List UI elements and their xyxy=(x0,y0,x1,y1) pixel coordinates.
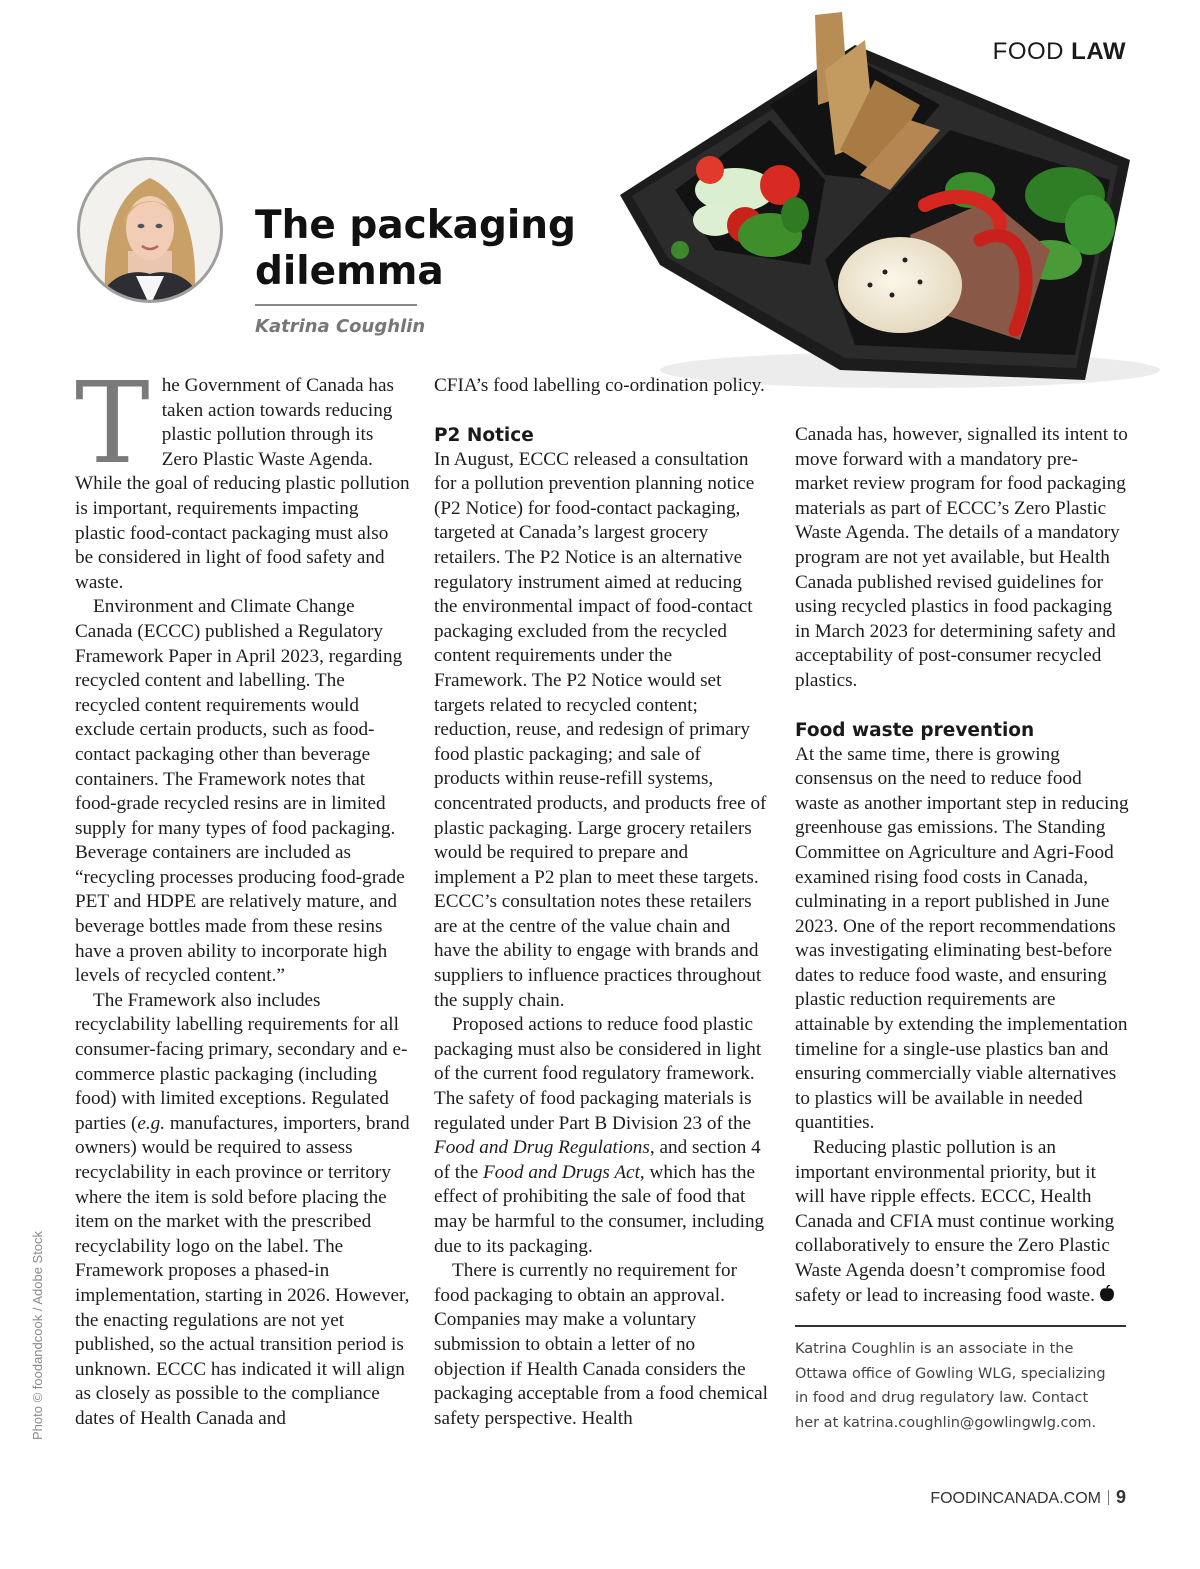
body-paragraph: In August, ECCC released a consultation for a pollution prevention planning notice (P2 Notice) for food-contact packaging, targeted at Canada’s largest grocery retailers. The P2 Notice is an alternative regulatory instrument aimed at reducing the environmental impact of food-contact packaging excluded from the recycled content requirements under the Framework. The P2 Notice would set targets related to recycled content; reduction, reuse, and redesign of primary food plastic packaging; and sale of products within reuse-refill systems, concentrated products, and products free of plastic packaging. Large grocery retailers would be required to prepare and implement a P2 plan to meet these targets. ECCC’s consultation notes these retailers are at the centre of the value chain and have the ability to engage with brands and suppliers to influence practices throughout the supply chain. xyxy=(434,448,767,1011)
author-headshot xyxy=(76,156,224,304)
article-title: The packaging dilemma xyxy=(255,203,576,294)
page-number: 9 xyxy=(1115,1487,1126,1507)
body-paragraph: There is currently no requirement for food packaging to obtain an approval. Companies may make a voluntary submission to obtain a letter of no objection if Health Canada considers the packaging acceptable from a food chemical safety perspective. Health xyxy=(434,1260,769,1429)
photo-credit: Photo © foodandcook / Adobe Stock xyxy=(30,1230,45,1440)
author-bio: Katrina Coughlin is an associate in the Ottawa office of Gowling WLG, specializing in food and drug regulatory law. Contact her at katrina.coughlin@gowlingwlg.com. xyxy=(795,1341,1106,1431)
apple-icon xyxy=(1099,1285,1115,1303)
section-label: FOOD LAW xyxy=(992,38,1126,65)
subheading-p2-notice: P2 Notice xyxy=(434,424,534,446)
meal-tray-photo xyxy=(620,10,1165,395)
author-byline: Katrina Coughlin xyxy=(255,316,426,337)
body-paragraph: The Framework also includes recyclability labelling requirements for all consumer-facing primary, secondary and e-commerce plastic packaging (including food) with limited exceptions. Regulated parties (e.g. manufactures, importers, brand owners) would be required to assess recyclability in each province or territory where the item is sold before placing the item on the market with the prescribed recyclability logo on the label. The Framework proposes a phased-in implementation, starting in 2026. However, the enacting regulations are not yet published, so the actual transition period is unknown. ECCC has indicated it will align as closely as possible to the compliance dates of Health Canada and xyxy=(75,989,410,1429)
body-paragraph: Proposed actions to reduce food plastic packaging must also be considered in light of the current food regulatory framework. The safety of food packaging materials is regulated under Part B Division 23 of the Food and Drug Regulations, and section 4 of the Food and Drugs Act, which has the effect of prohibiting the sale of food that may be harmful to the consumer, including due to its packaging. xyxy=(434,1014,765,1257)
body-paragraph: Reducing plastic pollution is an important environmental priority, but it will have ripple effects. ECCC, Health Canada and CFIA must continue working collaboratively to ensure the Zero Plastic Waste Agenda doesn’t compromise food safety or lead to increasing food waste. xyxy=(795,1137,1115,1306)
footer-separator xyxy=(1108,1490,1109,1505)
body-paragraph: CFIA’s food labelling co-ordination policy. xyxy=(434,375,765,396)
drop-cap: T xyxy=(75,359,150,489)
intro-paragraph: The Government of Canada has taken action towards reducing plastic pollution through its Zero Plastic Waste Agenda. While the goal of reducing plastic pollution is important, requirements impacting plastic food-contact packaging must also be considered in light of food safety and waste. xyxy=(75,359,410,593)
body-paragraph: Canada has, however, signalled its intent to move forward with a mandatory pre-market review program for food packaging materials as part of ECCC’s Zero Plastic Waste Agenda. The details of a mandatory program are not yet available, but Health Canada published revised guidelines for using recycled plastics in food packaging in March 2023 for determining safety and acceptability of post-consumer recycled plastics. xyxy=(795,424,1128,691)
article-column-3 xyxy=(795,423,1130,1308)
body-paragraph: Environment and Climate Change Canada (ECCC) published a Regulatory Framework Paper in April 2023, regarding recycled content and labelling. The recycled content requirements would exclude certain products, such as food-contact packaging other than beverage containers. The Framework notes that food-grade recycled resins are in limited supply for many types of food packaging. Beverage containers are included as “recycling processes producing food-grade PET and HDPE are relatively mature, and beverage bottles made from these resins have a proven ability to incorporate high levels of recycled content.” xyxy=(75,596,405,987)
title-divider xyxy=(255,304,417,306)
body-paragraph: At the same time, there is growing consensus on the need to reduce food waste as another important step in reducing greenhouse gas emissions. The Standing Committee on Agriculture and Agri-Food examined rising food costs in Canada, culminating in a report published in June 2023. One of the report recommendations was investigating eliminating best-before dates to reduce food waste, and ensuring plastic reduction requirements are attainable by extending the implementation timeline for a single-use plastics ban and ensuring commercially viable alternatives to plastics will be available in needed quantities. xyxy=(795,743,1129,1134)
article-column-1 xyxy=(75,359,410,1432)
subheading-food-waste-prevention: Food waste prevention xyxy=(795,719,1035,741)
website-link[interactable]: FOODINCANADA.COM xyxy=(930,1490,1101,1507)
page-footer xyxy=(930,1487,1126,1508)
article-column-2 xyxy=(434,374,769,1431)
bio-divider xyxy=(795,1325,1126,1327)
